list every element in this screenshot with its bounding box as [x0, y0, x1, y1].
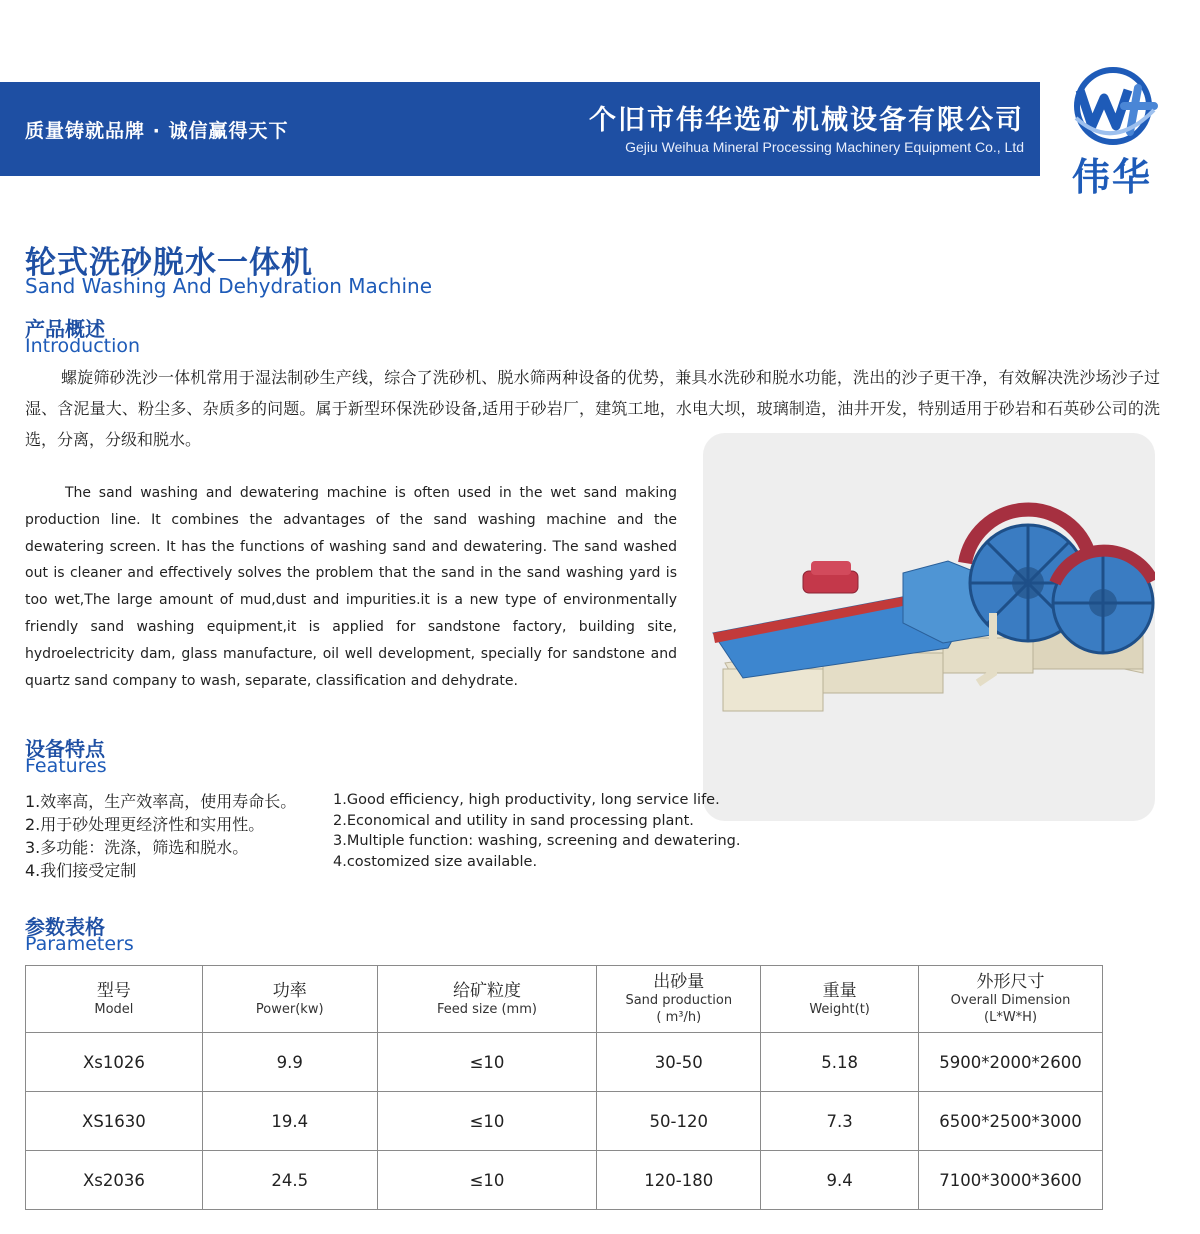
feature-item-en: 1.Good efficiency, high productivity, long service life.	[333, 792, 720, 808]
column-header: 型号 Model	[26, 966, 203, 1033]
table-cell: 50-120	[597, 1092, 761, 1151]
intro-heading-en: Introduction	[25, 335, 141, 357]
table-cell: 19.4	[202, 1092, 377, 1151]
feature-item-cn: 2.用于砂处理更经济性和实用性。	[25, 815, 265, 834]
product-photo	[703, 433, 1155, 821]
sand-washing-machine-image	[703, 433, 1155, 821]
column-header: 重量 Weight(t)	[761, 966, 919, 1033]
table-cell: 120-180	[597, 1151, 761, 1210]
header-slogan: 质量铸就品牌 · 诚信赢得天下	[25, 120, 289, 142]
parameters-heading-en: Parameters	[25, 933, 134, 955]
table-cell: 7100*3000*3600	[919, 1151, 1103, 1210]
column-header: 出砂量 Sand production ( m³/h)	[597, 966, 761, 1033]
table-row	[26, 1033, 1103, 1092]
company-name-en: Gejiu Weihua Mineral Processing Machinery Equipment Co., Ltd	[625, 139, 1024, 155]
intro-text-cn: 螺旋筛砂洗沙一体机常用于湿法制砂生产线，综合了洗砂机、脱水筛两种设备的优势，兼具水洗砂和脱水功能，洗出的沙子更干净，有效解决洗沙场沙子过湿、含泥量大、粉尘多、杂质多的问题。属于新型环保洗砂设备,适用于砂岩厂，建筑工地，水电大坝，玻璃制造，油井开发，特别适用于砂岩和石英砂公司的洗选，分离，分级和脱水。	[25, 368, 1160, 449]
features-list-cn	[25, 790, 296, 882]
column-header: 外形尺寸 Overall Dimension (L*W*H)	[919, 966, 1103, 1033]
table-cell: Xs1026	[26, 1033, 203, 1092]
feature-item-cn: 4.我们接受定制	[25, 861, 137, 880]
table-cell: 24.5	[202, 1151, 377, 1210]
column-header: 给矿粒度 Feed size (mm)	[377, 966, 597, 1033]
product-title-cn: 轮式洗砂脱水一体机	[25, 245, 313, 281]
table-cell: 9.4	[761, 1151, 919, 1210]
logo-text: 伟华	[1071, 155, 1152, 199]
parameters-heading-cn: 参数表格	[25, 915, 105, 939]
feature-item-en: 4.costomized size available.	[333, 853, 538, 870]
table-cell: ≤10	[377, 1151, 597, 1210]
table-cell: 5.18	[761, 1033, 919, 1092]
product-title-en: Sand Washing And Dehydration Machine	[25, 274, 433, 298]
table-cell: Xs2036	[26, 1151, 203, 1210]
features-list-en	[333, 790, 741, 872]
table-cell: 6500*2500*3000	[919, 1092, 1103, 1151]
feature-item-en: 2.Economical and utility in sand processing plant.	[333, 812, 694, 829]
features-heading-cn: 设备特点	[25, 737, 105, 761]
table-cell: 30-50	[597, 1033, 761, 1092]
intro-text-en: The sand washing and dewatering machine is often used in the wet sand making production line. It combines the advantages of the sand washing machine and the dewatering screen. It has the functions of washing sand and dewatering. The sand washed out is cleaner and effectively solves the problem that the sand in the sand washing yard is too wet,The large amount of mud,dust and impurities.it is a new type of environmentally friendly sand washing equipment,it is applied for sandstone factory, building site, hydroelectricity dam, glass manufacture, oil well development, specially for sandstone and quartz sand company to wash, separate, classification and dehydrate.	[25, 485, 677, 689]
column-header: 功率 Power(kw)	[202, 966, 377, 1033]
table-cell: 9.9	[202, 1033, 377, 1092]
intro-heading-cn: 产品概述	[25, 317, 105, 341]
table-cell: XS1630	[26, 1092, 203, 1151]
table-header-row	[26, 966, 1103, 1033]
feature-item-cn: 3.多功能：洗涤，筛选和脱水。	[25, 838, 249, 857]
table-cell: 7.3	[761, 1092, 919, 1151]
feature-item-en: 3.Multiple function: washing, screening and dewatering.	[333, 833, 741, 849]
table-cell: ≤10	[377, 1092, 597, 1151]
table-row	[26, 1151, 1103, 1210]
features-heading-en: Features	[25, 755, 107, 777]
table-cell: ≤10	[377, 1033, 597, 1092]
table-row	[26, 1092, 1103, 1151]
feature-item-cn: 1.效率高，生产效率高，使用寿命长。	[25, 792, 297, 811]
company-name-cn: 个旧市伟华选矿机械设备有限公司	[589, 105, 1024, 136]
parameters-table	[25, 965, 1103, 1210]
table-cell: 5900*2000*2600	[919, 1033, 1103, 1092]
